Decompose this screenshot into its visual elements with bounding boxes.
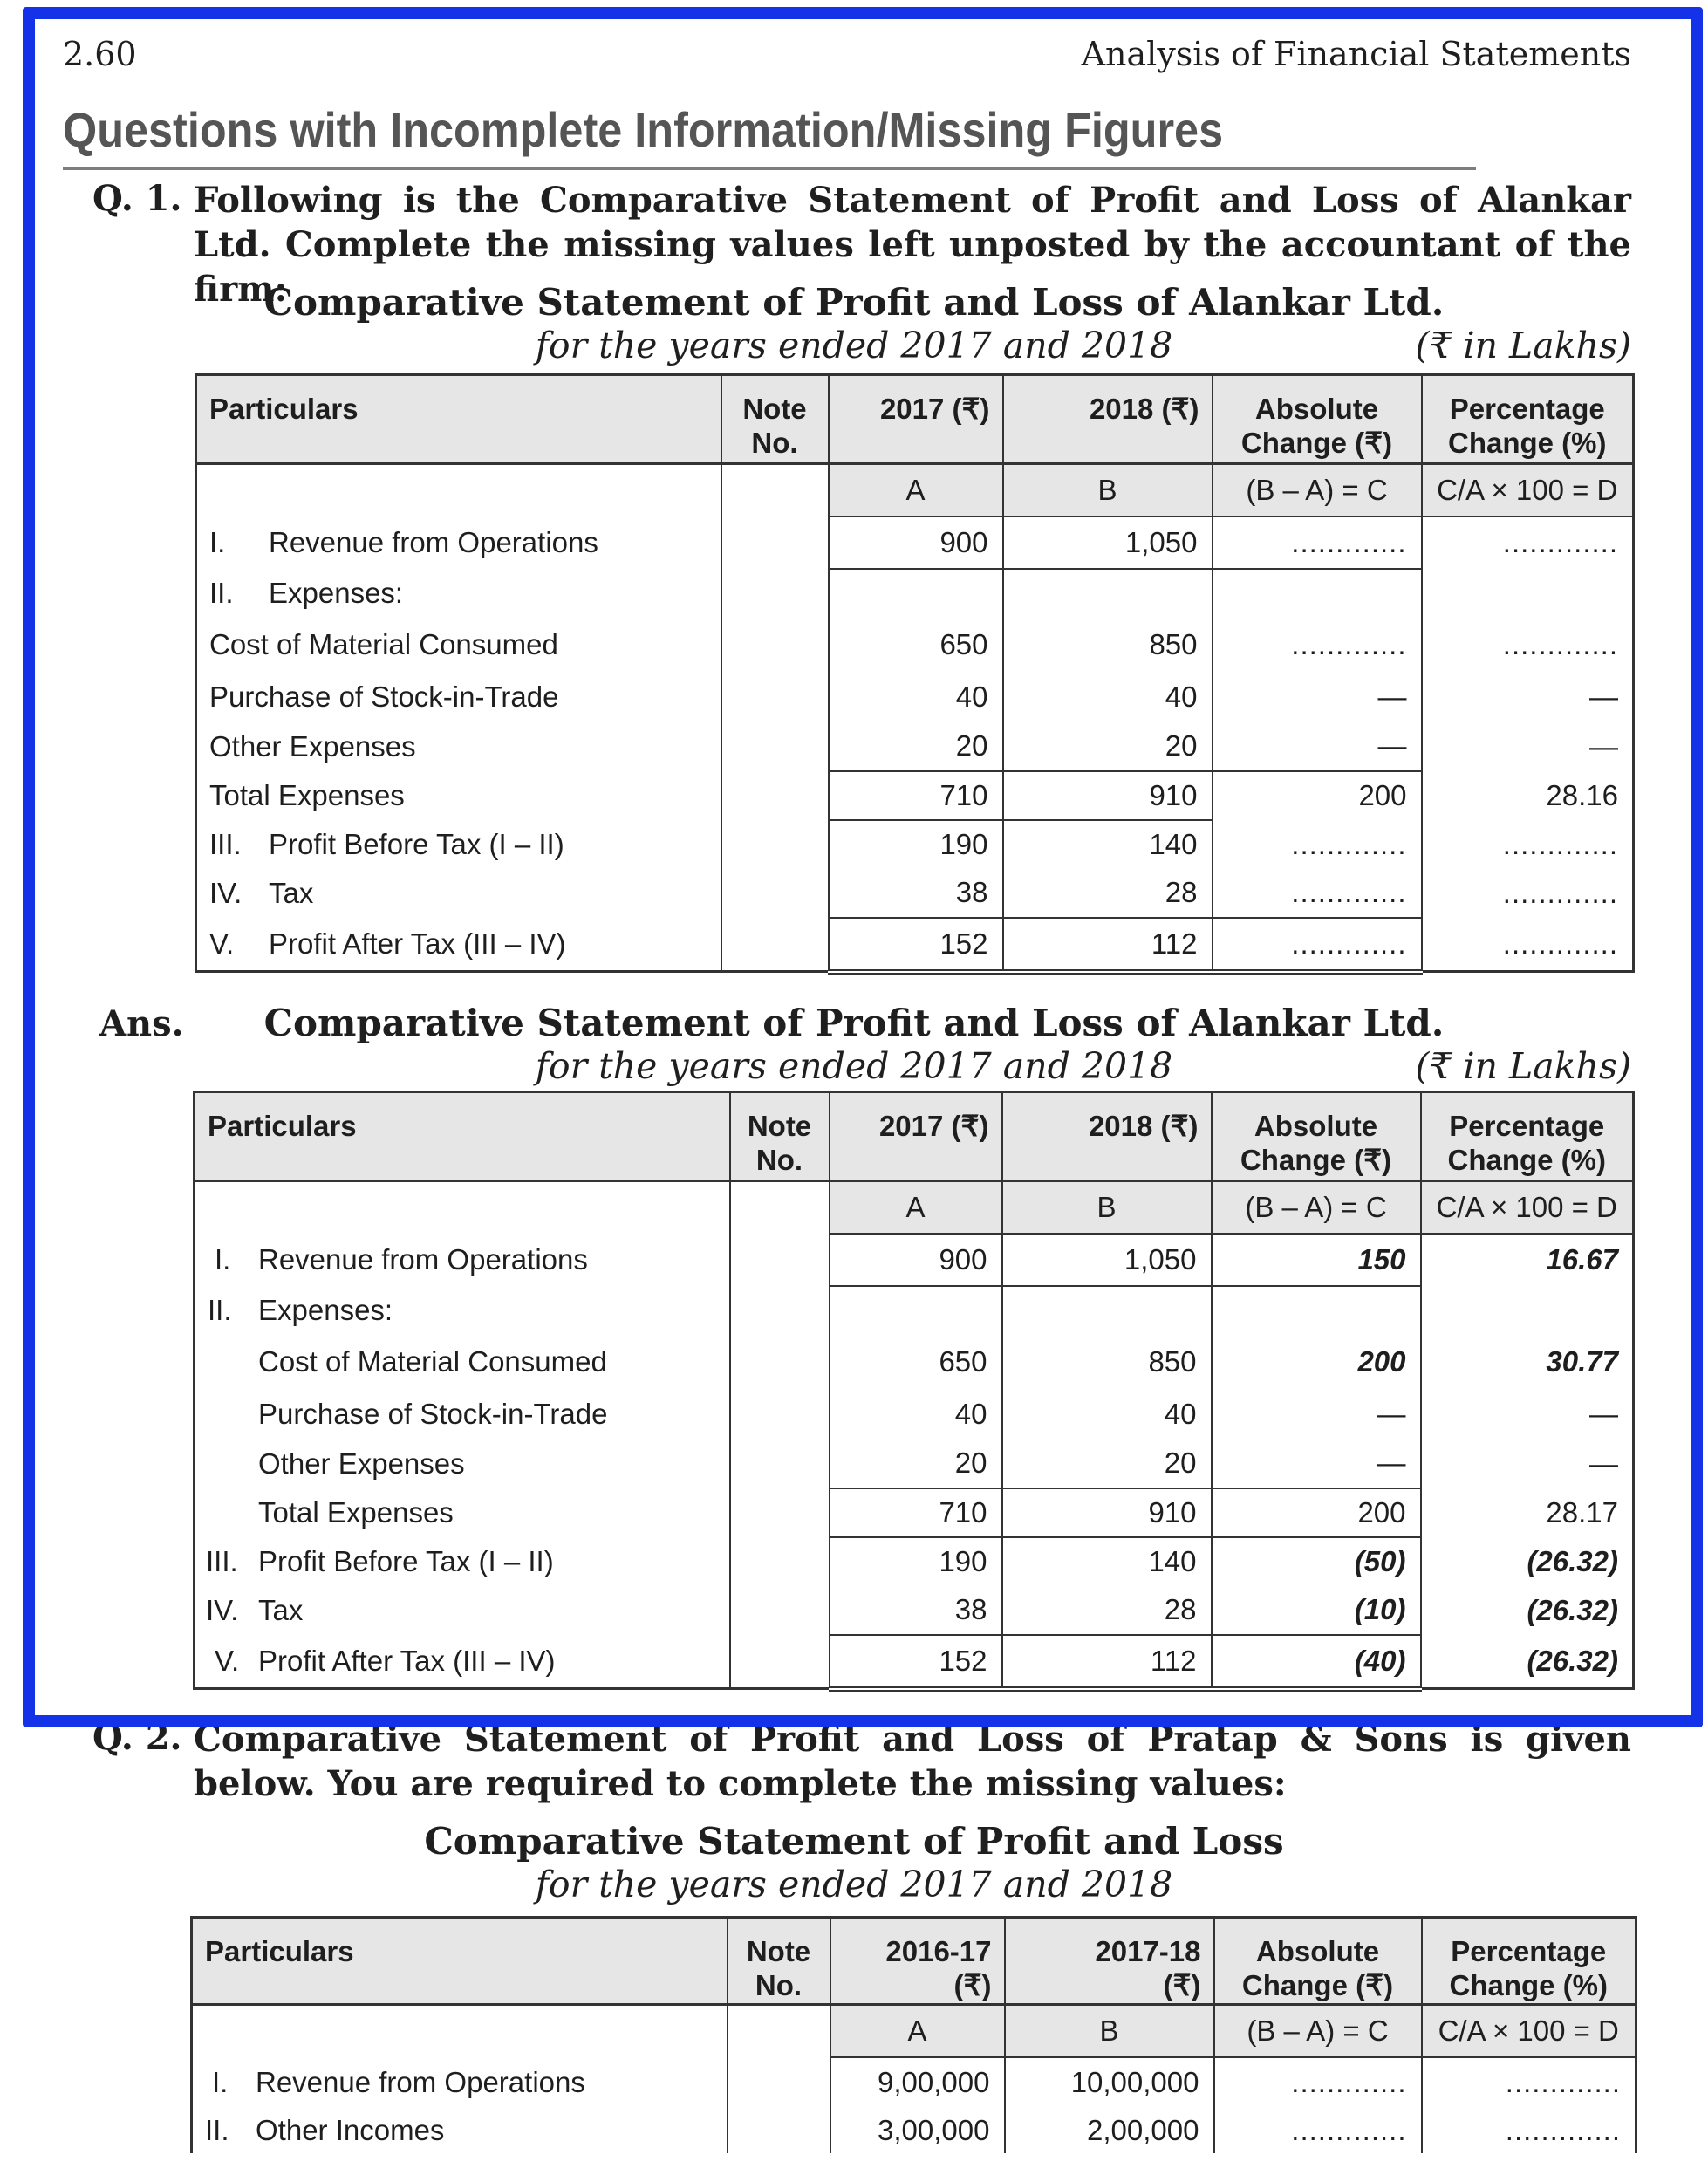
question-2-label: Q. 2. [92, 1717, 182, 1758]
q1-unit-label: (₹ in Lakhs) [1415, 325, 1631, 366]
col-note: Note No. [721, 375, 829, 464]
table-row: V. Profit After Tax (III – IV) 152 112 (40) (26.32) [195, 1635, 1634, 1689]
page-number: 2.60 [63, 35, 137, 73]
question-2-text: Comparative Statement of Profit and Loss of Pratap & Sons is given below. You are required to complete the missing values: [194, 1719, 1631, 1804]
col-letter: (B – A) = C [1213, 464, 1422, 516]
q2-table-title: Comparative Statement of Profit and Loss [424, 1820, 1284, 1863]
table-row: II. Expenses: [195, 1286, 1634, 1335]
col-letter: A [830, 2005, 1005, 2057]
table-row: Other Expenses 20 20 — — [196, 722, 1634, 771]
col-percentage-change: Percentage Change (%) [1422, 1918, 1636, 2005]
ans-table-title: Comparative Statement of Profit and Loss of Alankar Ltd. [263, 1002, 1445, 1044]
ans-unit-label: (₹ in Lakhs) [1415, 1045, 1631, 1087]
table-row: IV. Tax 38 28 (10) (26.32) [195, 1586, 1634, 1635]
q1-statement-table [195, 373, 1635, 975]
table-row: II. Expenses: [196, 569, 1634, 618]
col-letter: C/A × 100 = D [1422, 2005, 1636, 2057]
table-row: I. Revenue from Operations 9,00,000 10,00,000 ............. ............. [192, 2057, 1636, 2108]
answer-label: Ans. [99, 1003, 184, 1044]
col-2018: 2018 (₹) [1002, 1092, 1212, 1181]
table-row: Cost of Material Consumed 650 850 ............. ............. [196, 618, 1634, 672]
col-letter: (B – A) = C [1214, 2005, 1422, 2057]
table-row: I. Revenue from Operations 900 1,050 ............. ............. [196, 516, 1634, 569]
col-2016-17: 2016-17 (₹) [830, 1918, 1005, 2005]
table-row: Total Expenses 710 910 200 28.16 [196, 771, 1634, 820]
col-note: Note No. [730, 1092, 830, 1181]
col-particulars: Particulars [195, 1092, 730, 1181]
col-letter: (B – A) = C [1212, 1181, 1421, 1234]
q1-table-subtitle: for the years ended 2017 and 2018 [535, 325, 1173, 366]
col-note: Note No. [728, 1918, 830, 2005]
table-row: III. Profit Before Tax (I – II) 190 140 ............. ............. [196, 820, 1634, 869]
table-row: Other Expenses 20 20 — — [195, 1440, 1634, 1488]
question-1-label: Q. 1. [92, 178, 182, 219]
col-percentage-change: Percentage Change (%) [1421, 1092, 1634, 1181]
col-letter: B [1005, 2005, 1214, 2057]
q2-statement-table [190, 1916, 1637, 2153]
col-absolute-change: Absolute Change (₹) [1213, 375, 1422, 464]
col-2017: 2017 (₹) [829, 375, 1003, 464]
col-particulars: Particulars [196, 375, 721, 464]
col-2018: 2018 (₹) [1003, 375, 1213, 464]
answer-statement-table [193, 1091, 1635, 1692]
col-percentage-change: Percentage Change (%) [1422, 375, 1634, 464]
col-letter: B [1003, 464, 1213, 516]
table-row: IV. Tax 38 28 ............. ............. [196, 869, 1634, 918]
table-row: Purchase of Stock-in-Trade 40 40 — — [195, 1389, 1634, 1440]
question-1-text: Following is the Comparative Statement of Profit and Loss of Alankar Ltd. Complete the missing values left unposted by the accountant of the firm: [194, 180, 1631, 310]
col-letter: C/A × 100 = D [1422, 464, 1634, 516]
col-letter: A [830, 1181, 1002, 1234]
col-letter: C/A × 100 = D [1421, 1181, 1634, 1234]
table-row: I. Revenue from Operations 900 1,050 150 16.67 [195, 1234, 1634, 1286]
col-2017: 2017 (₹) [830, 1092, 1002, 1181]
col-absolute-change: Absolute Change (₹) [1214, 1918, 1422, 2005]
col-absolute-change: Absolute Change (₹) [1212, 1092, 1421, 1181]
q2-table-subtitle: for the years ended 2017 and 2018 [535, 1864, 1173, 1905]
running-header: Analysis of Financial Statements [1081, 35, 1631, 73]
section-title: Questions with Incomplete Information/Missing Figures [63, 101, 1476, 170]
table-row: V. Profit After Tax (III – IV) 152 112 ............. ............. [196, 918, 1634, 972]
col-particulars: Particulars [192, 1918, 728, 2005]
q1-table-title: Comparative Statement of Profit and Loss of Alankar Ltd. [263, 281, 1445, 324]
table-row: Purchase of Stock-in-Trade 40 40 — — [196, 672, 1634, 722]
table-row: III. Profit Before Tax (I – II) 190 140 (50) (26.32) [195, 1537, 1634, 1586]
col-letter: A [829, 464, 1003, 516]
table-row: Total Expenses 710 910 200 28.17 [195, 1488, 1634, 1537]
col-2017-18: 2017-18 (₹) [1005, 1918, 1214, 2005]
table-row: Cost of Material Consumed 650 850 200 30.77 [195, 1335, 1634, 1389]
ans-table-subtitle: for the years ended 2017 and 2018 [535, 1045, 1173, 1087]
col-letter: B [1002, 1181, 1212, 1234]
table-row: II. Other Incomes 3,00,000 2,00,000 ............. ............. [192, 2108, 1636, 2153]
